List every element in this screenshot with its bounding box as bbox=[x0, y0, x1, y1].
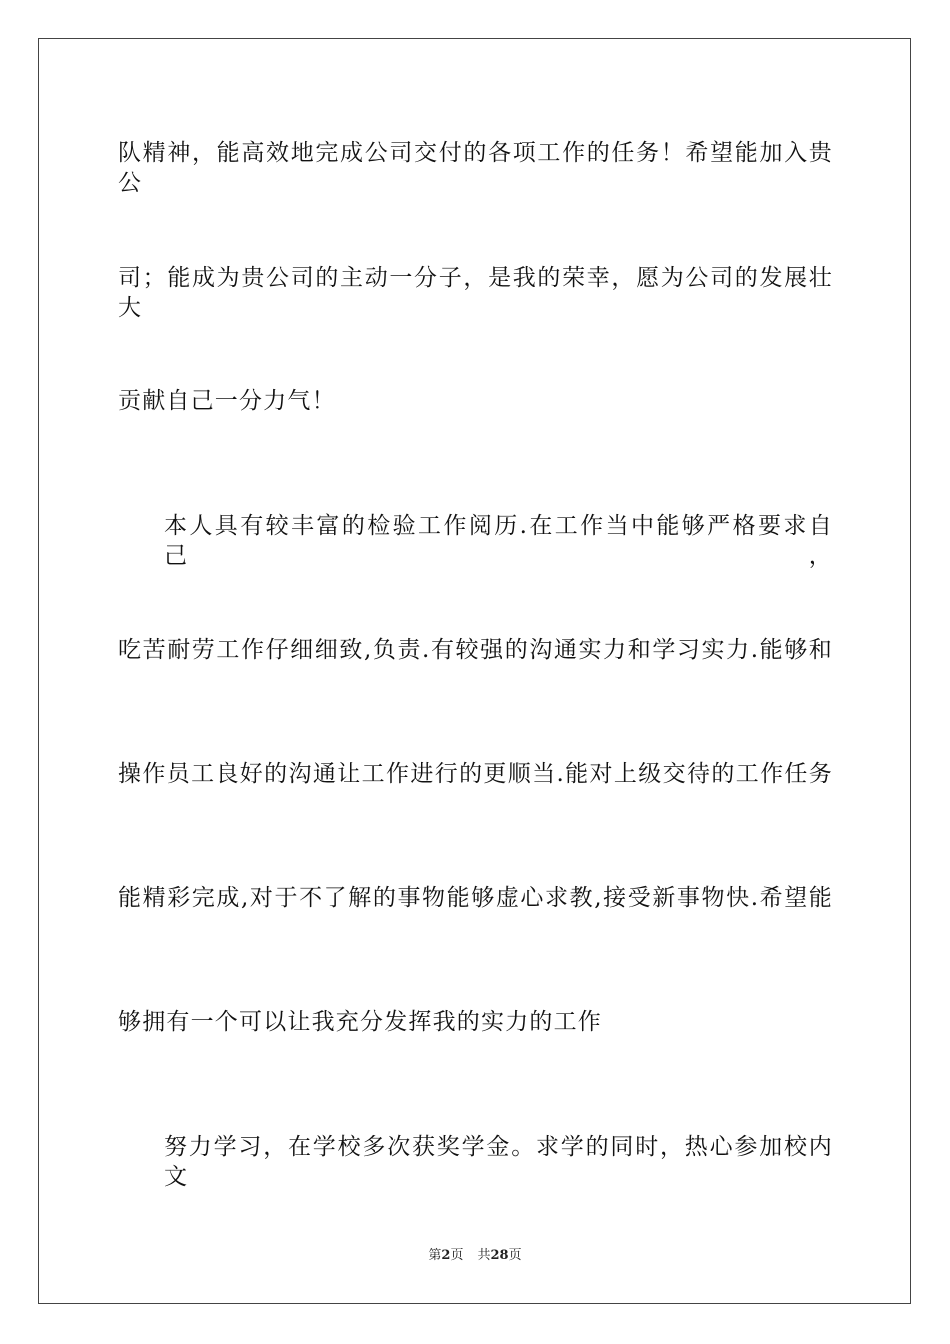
page-suffix: 页 bbox=[450, 1248, 464, 1263]
total-suffix: 页 bbox=[508, 1248, 522, 1263]
text-line-9: 努力学习，在学校多次获奖学金。求学的同时，热心参加校内文 bbox=[164, 1134, 833, 1190]
text-line-3: 贡献自己一分力气！ bbox=[118, 388, 336, 414]
text-line-7: 能精彩完成,对于不了解的事物能够虚心求教,接受新事物快.希望能 bbox=[118, 885, 833, 911]
text-line-1: 队精神，能高效地完成公司交付的各项工作的任务！希望能加入贵公 bbox=[118, 140, 833, 196]
page-number: 2 bbox=[441, 1248, 451, 1263]
total-pages: 28 bbox=[490, 1248, 509, 1263]
text-line-8: 够拥有一个可以让我充分发挥我的实力的工作 bbox=[118, 1009, 602, 1035]
text-line-6: 操作员工良好的沟通让工作进行的更顺当.能对上级交待的工作任务 bbox=[118, 761, 833, 787]
text-line-5: 吃苦耐劳工作仔细细致,负责.有较强的沟通实力和学习实力.能够和 bbox=[118, 637, 833, 663]
text-line-2: 司；能成为贵公司的主动一分子，是我的荣幸，愿为公司的发展壮大 bbox=[118, 265, 833, 321]
total-prefix: 共 bbox=[477, 1248, 491, 1263]
page-prefix: 第 bbox=[428, 1248, 442, 1263]
page-footer bbox=[0, 1247, 950, 1265]
text-line-4: 本人具有较丰富的检验工作阅历.在工作当中能够严格要求自己， bbox=[164, 513, 833, 569]
page-frame bbox=[38, 38, 911, 1304]
